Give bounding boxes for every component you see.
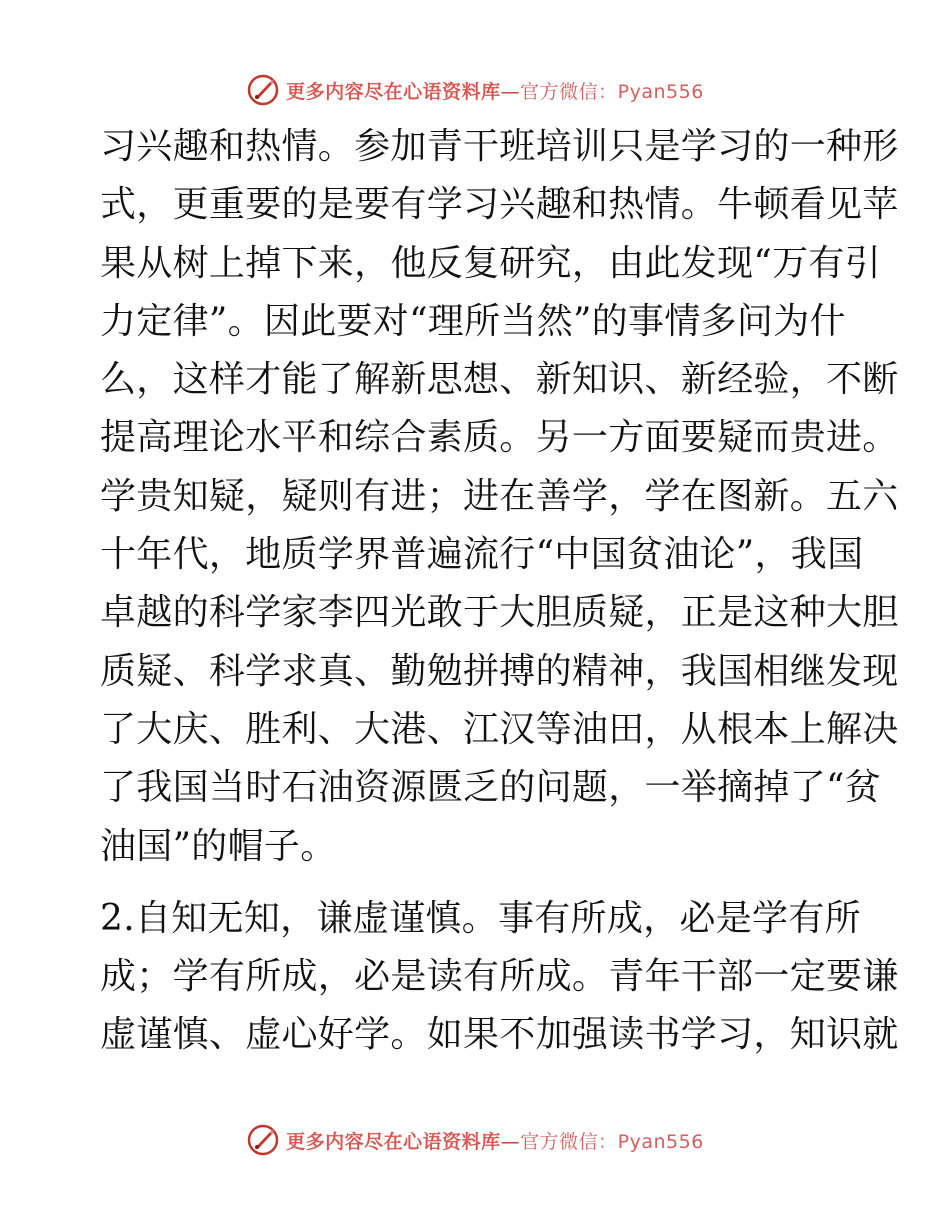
header-banner-title: 更多内容尽在心语资料库	[286, 80, 501, 103]
text-line: 十年代，地质学界普遍流行“中国贫油论”，我国	[100, 534, 864, 576]
quill-logo-icon	[246, 1123, 280, 1157]
text-line: 习兴趣和热情。参加青干班培训只是学习的一种形	[100, 126, 899, 167]
text-line: 2.自知无知，谦虚谨慎。事有所成，必是学有所	[100, 897, 861, 939]
text-line: 成；学有所成，必是读有所成。青年干部一定要谦	[100, 956, 899, 998]
text-line: 了我国当时石油资源匮乏的问题，一举摘掉了“贫	[100, 767, 882, 809]
text-line: 油国”的帽子。	[100, 825, 337, 867]
footer-banner	[0, 1120, 950, 1160]
paragraph-1	[100, 118, 899, 876]
footer-banner-title: 更多内容尽在心语资料库	[286, 1130, 501, 1153]
paragraph-2	[100, 890, 899, 1065]
quill-logo-icon	[246, 73, 280, 107]
header-banner	[0, 70, 950, 110]
text-line: 提高理论水平和综合素质。另一方面要疑而贵进。	[100, 417, 899, 459]
text-line: 了大庆、胜利、大港、江汉等油田，从根本上解决	[100, 708, 899, 750]
text-line: 虚谨慎、虚心好学。如果不加强读书学习，知识就	[100, 1014, 899, 1056]
footer-banner-content	[246, 1123, 704, 1157]
text-line: 么，这样才能了解新思想、新知识、新经验，不断	[100, 359, 899, 401]
text-line: 力定律”。因此要对“理所当然”的事情多问为什	[100, 300, 846, 342]
header-banner-wechat: 官方微信：Pyan556	[520, 80, 704, 103]
document-body	[100, 118, 899, 1065]
text-line: 卓越的科学家李四光敢于大胆质疑，正是这种大胆	[100, 592, 899, 634]
paragraph-gap	[100, 876, 860, 890]
text-line: 式，更重要的是要有学习兴趣和热情。牛顿看见苹	[100, 184, 899, 226]
header-banner-separator: —	[500, 80, 521, 103]
text-line: 果从树上掉下来，他反复研究，由此发现“万有引	[100, 242, 882, 284]
footer-banner-wechat: 官方微信：Pyan556	[520, 1130, 704, 1153]
text-line: 质疑、科学求真、勤勉拼搏的精神，我国相继发现	[100, 650, 899, 692]
footer-banner-separator: —	[500, 1130, 521, 1153]
header-banner-content	[246, 73, 704, 107]
text-line: 学贵知疑，疑则有进；进在善学，学在图新。五六	[100, 475, 899, 517]
